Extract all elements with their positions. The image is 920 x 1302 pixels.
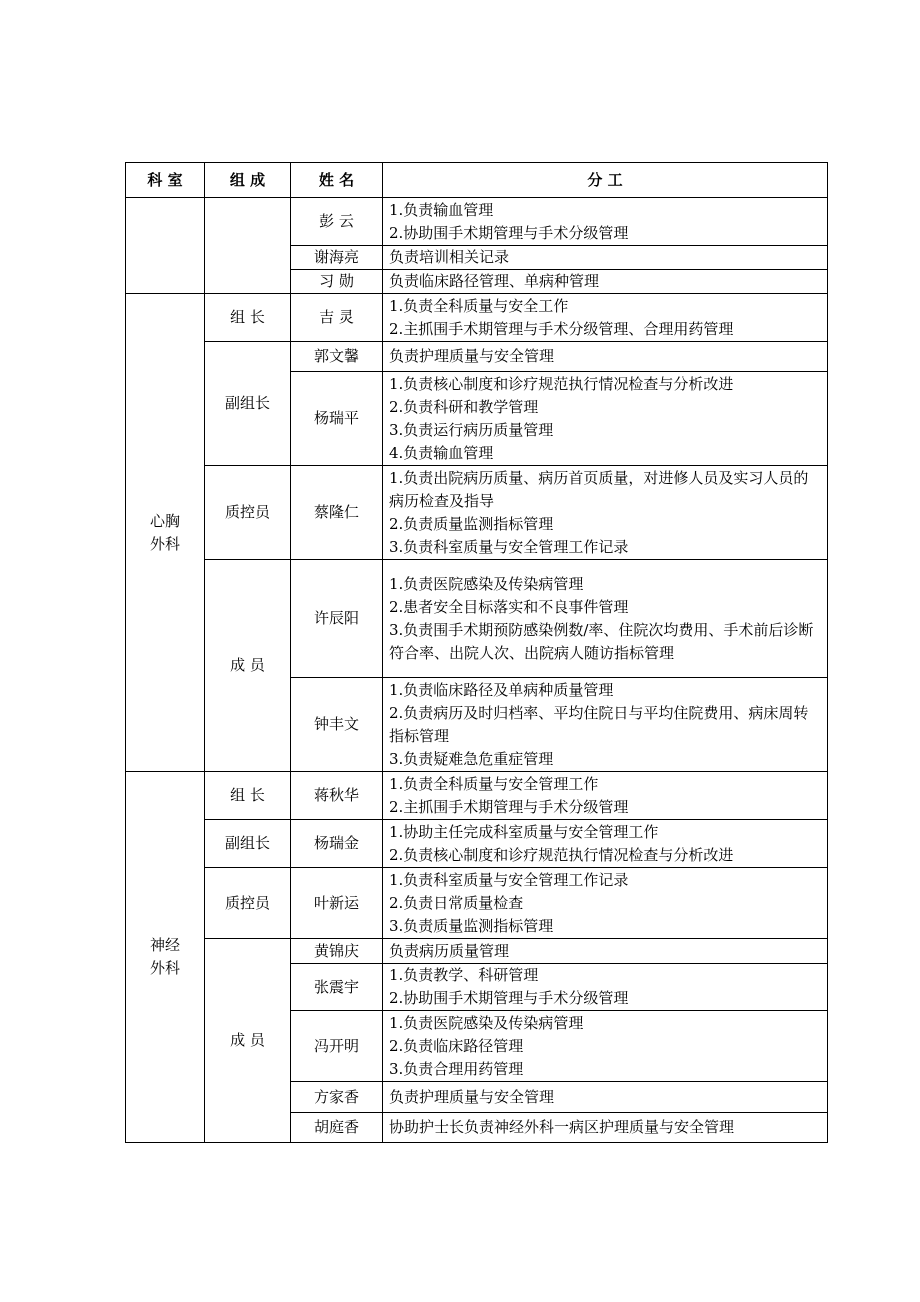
duty-cell <box>383 964 828 1011</box>
name-cell: 谢海亮 <box>291 246 383 270</box>
duty-line: 3.负责合理用药管理 <box>389 1059 524 1078</box>
duty-line: 1.负责临床路径及单病种质量管理 <box>389 680 614 699</box>
duty-line: 2.协助围手术期管理与手术分级管理 <box>389 223 629 242</box>
name-cell: 郭文馨 <box>291 342 383 372</box>
duty-cell <box>383 678 828 772</box>
table-row <box>126 868 828 939</box>
name-cell: 彭 云 <box>291 198 383 246</box>
duty-cell <box>383 466 828 560</box>
dept-cell-thoracic: 心胸外科 <box>126 294 205 772</box>
duty-line: 2.负责病历及时归档率、平均住院日与平均住院费用、病床周转指标管理 <box>389 703 809 745</box>
duty-line: 2.负责质量监测指标管理 <box>389 514 554 533</box>
duty-cell <box>383 342 828 372</box>
duty-line: 1.协助主任完成科室质量与安全管理工作 <box>389 822 659 841</box>
name-cell: 杨瑞平 <box>291 372 383 466</box>
duty-line: 4.负责输血管理 <box>389 443 494 462</box>
name-cell: 吉 灵 <box>291 294 383 342</box>
duty-cell <box>383 246 828 270</box>
name-cell: 习 勋 <box>291 270 383 294</box>
duty-cell <box>383 1011 828 1082</box>
duty-line: 负责临床路径管理、单病种管理 <box>389 272 600 290</box>
duty-line: 负责护理质量与安全管理 <box>389 347 555 365</box>
duty-line: 1.负责全科质量与安全管理工作 <box>389 774 599 793</box>
duty-line: 1.负责输血管理 <box>389 200 494 219</box>
duty-line: 1.负责医院感染及传染病管理 <box>389 574 584 593</box>
header-duty: 分 工 <box>383 163 828 198</box>
duty-cell <box>383 772 828 820</box>
table-row <box>126 560 828 678</box>
duty-line: 1.负责出院病历质量、病历首页质量，对进修人员及实习人员的病历检查及指导 <box>389 468 809 510</box>
duty-line: 2.负责核心制度和诊疗规范执行情况检查与分析改进 <box>389 845 734 864</box>
role-cell: 质控员 <box>205 466 291 560</box>
duty-line: 1.负责核心制度和诊疗规范执行情况检查与分析改进 <box>389 374 734 393</box>
name-cell: 方家香 <box>291 1082 383 1113</box>
name-cell: 叶新运 <box>291 868 383 939</box>
header-role: 组 成 <box>205 163 291 198</box>
table-row <box>126 342 828 372</box>
name-cell: 钟丰文 <box>291 678 383 772</box>
duty-line: 1.负责医院感染及传染病管理 <box>389 1013 584 1032</box>
name-cell: 许辰阳 <box>291 560 383 678</box>
role-cell: 组 长 <box>205 294 291 342</box>
role-cell: 组 长 <box>205 772 291 820</box>
duty-cell <box>383 1082 828 1113</box>
dept-cell <box>126 198 205 294</box>
duty-line: 3.负责运行病历质量管理 <box>389 420 554 439</box>
header-dept: 科 室 <box>126 163 205 198</box>
table-row <box>126 466 828 560</box>
name-cell: 张震宇 <box>291 964 383 1011</box>
duty-line: 2.患者安全目标落实和不良事件管理 <box>389 597 629 616</box>
table-row <box>126 820 828 868</box>
duty-cell <box>383 372 828 466</box>
duty-line: 1.负责全科质量与安全工作 <box>389 296 569 315</box>
role-cell: 副组长 <box>205 342 291 466</box>
name-cell: 蒋秋华 <box>291 772 383 820</box>
duty-line: 2.主抓围手术期管理与手术分级管理 <box>389 797 629 816</box>
duty-line: 3.负责疑难急危重症管理 <box>389 749 554 768</box>
duty-line: 1.负责科室质量与安全管理工作记录 <box>389 870 629 889</box>
duty-cell <box>383 939 828 964</box>
name-cell: 黄锦庆 <box>291 939 383 964</box>
header-name: 姓 名 <box>291 163 383 198</box>
duty-line: 2.负责临床路径管理 <box>389 1036 524 1055</box>
dept-cell-neuro: 神经外科 <box>126 772 205 1143</box>
table-row <box>126 939 828 964</box>
duty-line: 负责培训相关记录 <box>389 248 510 266</box>
duty-table <box>125 162 828 1143</box>
duty-line: 2.负责科研和教学管理 <box>389 397 539 416</box>
duty-cell <box>383 270 828 294</box>
role-cell: 质控员 <box>205 868 291 939</box>
table-row <box>126 198 828 246</box>
duty-line: 负责病历质量管理 <box>389 941 510 960</box>
duty-cell <box>383 868 828 939</box>
duty-line: 2.协助围手术期管理与手术分级管理 <box>389 989 629 1007</box>
duty-cell <box>383 1113 828 1143</box>
duty-cell <box>383 198 828 246</box>
name-cell: 胡庭香 <box>291 1113 383 1143</box>
role-cell <box>205 198 291 294</box>
duty-line: 1.负责教学、科研管理 <box>389 966 539 984</box>
duty-line: 协助护士长负责神经外科一病区护理质量与安全管理 <box>389 1118 735 1136</box>
name-cell: 蔡隆仁 <box>291 466 383 560</box>
role-cell: 成 员 <box>205 560 291 772</box>
duty-line: 负责护理质量与安全管理 <box>389 1087 555 1106</box>
name-cell: 冯开明 <box>291 1011 383 1082</box>
table-row <box>126 772 828 820</box>
duty-cell <box>383 820 828 868</box>
role-cell: 副组长 <box>205 820 291 868</box>
duty-cell <box>383 560 828 678</box>
duty-cell <box>383 294 828 342</box>
duty-line: 3.负责质量监测指标管理 <box>389 916 554 935</box>
name-cell: 杨瑞金 <box>291 820 383 868</box>
role-cell: 成 员 <box>205 939 291 1143</box>
duty-line: 2.主抓围手术期管理与手术分级管理、合理用药管理 <box>389 319 734 338</box>
header-row <box>126 163 828 198</box>
table-row <box>126 294 828 342</box>
duty-line: 3.负责科室质量与安全管理工作记录 <box>389 537 629 556</box>
duty-line: 2.负责日常质量检查 <box>389 893 524 912</box>
duty-line: 3.负责围手术期预防感染例数/率、住院次均费用、手术前后诊断符合率、出院人次、出院病人随访指标管理 <box>389 620 814 662</box>
